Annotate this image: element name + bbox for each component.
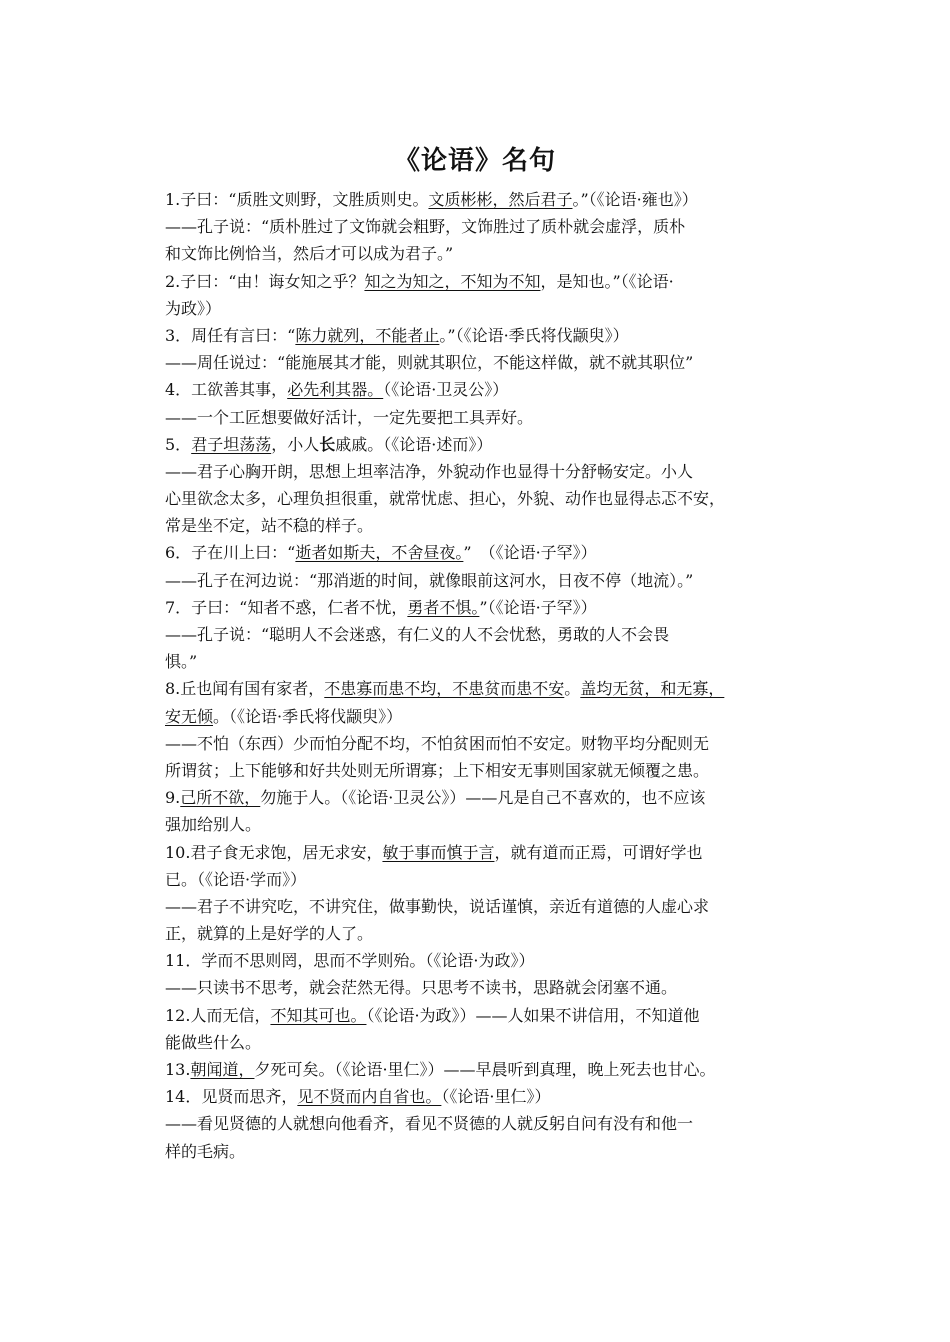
text-segment: 6．子在川上曰：“ — [165, 543, 296, 563]
text-line — [165, 621, 795, 648]
text-segment: ，就有道而正焉，可谓好学也 — [494, 842, 703, 862]
document-body — [165, 186, 795, 1165]
text-line — [165, 920, 795, 947]
underlined-quote: 文质彬彬，然后君子 — [428, 190, 573, 209]
text-segment: 戚戚。（《论语·述而》） — [335, 434, 493, 454]
text-segment: 强加给别人。 — [165, 815, 262, 835]
underlined-quote: 知之为知之，不知为不知 — [364, 271, 541, 291]
text-segment: 3．周任有言曰：“ — [165, 325, 296, 345]
text-segment: 。 — [564, 679, 581, 699]
text-segment: ，是知也。”（《论语· — [540, 271, 674, 291]
text-segment: 7．子曰：“知者不惑，仁者不忧， — [165, 597, 408, 617]
text-segment: 10.君子食无求饱，居无求安， — [165, 842, 383, 862]
text-line — [165, 322, 795, 349]
text-line — [165, 268, 795, 295]
text-segment: 12.人而无信， — [165, 1005, 271, 1025]
text-line — [165, 567, 795, 594]
text-line — [165, 512, 795, 539]
text-line — [165, 703, 795, 730]
underlined-quote: 安无倾 — [165, 706, 214, 726]
text-line — [165, 1002, 795, 1029]
text-segment: ——孔子在河边说：“那消逝的时间，就像眼前这河水，日夜不停（地流）。” — [165, 570, 694, 590]
text-line — [165, 594, 795, 621]
text-segment: 已。（《论语·学而》） — [165, 869, 307, 889]
text-segment: 。”（《论语·雍也》） — [572, 190, 698, 209]
text-line — [165, 213, 795, 240]
text-segment: 1.子曰：“质胜文则野，文胜质则史。 — [165, 190, 429, 209]
underlined-quote: 不患寡而患不均，不患贫而患不安 — [324, 679, 565, 699]
text-line — [165, 539, 795, 566]
text-segment: ” （《论语·子罕》） — [463, 543, 597, 563]
text-line — [165, 376, 795, 403]
text-line — [165, 1029, 795, 1056]
text-segment: ，小人 — [271, 434, 320, 454]
text-segment: ——孔子说：“质朴胜过了文饰就会粗野，文饰胜过了质朴就会虚浮，质朴 — [165, 217, 686, 237]
text-line — [165, 1110, 795, 1137]
text-line — [165, 1056, 795, 1083]
text-segment: 勿施于人。（《论语·卫灵公》）——凡是自己不喜欢的，也不应该 — [260, 788, 706, 808]
text-segment: 5． — [165, 434, 192, 454]
text-segment: 惧。” — [165, 652, 198, 672]
text-segment: 夕死可矣。（《论语·里仁》）——早晨听到真理，晚上死去也甘心。 — [254, 1060, 716, 1079]
underlined-quote: 陈力就列，不能者止 — [295, 325, 440, 345]
text-segment: 11．学而不思则罔，思而不学则殆。（《论语·为政》） — [165, 951, 535, 971]
text-line — [165, 784, 795, 811]
text-line — [165, 974, 795, 1001]
text-segment: 9. — [165, 788, 181, 808]
text-segment: ”（《论语·子罕》） — [479, 597, 597, 617]
underlined-quote: 必先利其器。 — [287, 380, 384, 400]
text-line — [165, 811, 795, 838]
text-line — [165, 431, 795, 458]
text-line — [165, 404, 795, 431]
text-segment: 。（《论语·季氏将伐颛臾》） — [213, 706, 403, 726]
text-segment: （《论语·卫灵公》） — [383, 380, 509, 400]
text-segment: 常是坐不定，站不稳的样子。 — [165, 516, 374, 536]
text-line — [165, 648, 795, 675]
text-segment: ——只读书不思考，就会茫然无得。只思考不读书，思路就会闭塞不通。 — [165, 978, 678, 998]
underlined-quote: 勇者不惧。 — [407, 597, 480, 617]
text-segment: 8.丘也闻有国有家者， — [165, 679, 325, 699]
text-segment: 为政》） — [165, 298, 222, 318]
underlined-quote: 盖均无贫，和无寡， — [580, 679, 725, 699]
text-segment: 2.子曰：“由！诲女知之乎？ — [165, 271, 365, 291]
text-line — [165, 757, 795, 784]
text-segment: 心里欲念太多，心理负担很重，就常忧虑、担心，外貌、动作也显得忐忑不安， — [165, 489, 726, 509]
text-line — [165, 839, 795, 866]
underlined-quote: 见不贤而内自省也。 — [297, 1087, 442, 1107]
text-line — [165, 458, 795, 485]
text-line — [165, 730, 795, 757]
text-segment: 4．工欲善其事， — [165, 380, 288, 400]
underlined-quote: 逝者如斯夫，不舍昼夜。 — [295, 543, 464, 563]
text-segment: ——一个工匠想要做好活计，一定先要把工具弄好。 — [165, 407, 534, 427]
text-segment: 能做些什么。 — [165, 1032, 262, 1052]
text-segment: 和文饰比例恰当，然后才可以成为君子。” — [165, 244, 454, 264]
text-segment: 14．见贤而思齐， — [165, 1087, 298, 1107]
text-segment: ——看见贤德的人就想向他看齐，看见不贤德的人就反躬自问有没有和他一 — [165, 1114, 694, 1134]
text-segment: ——周任说过：“能施展其才能，则就其职位，不能这样做，就不就其职位” — [165, 353, 694, 373]
text-segment: ——孔子说：“聪明人不会迷惑，有仁义的人不会忧愁，勇敢的人不会畏 — [165, 625, 670, 644]
text-segment: 所谓贫；上下能够和好共处则无所谓寡；上下相安无事则国家就无倾覆之患。 — [165, 760, 710, 780]
text-segment: 。”（《论语·季氏将伐颛臾》） — [439, 325, 629, 345]
text-line — [165, 675, 795, 702]
page-title: 《论语》名句 — [393, 146, 556, 176]
underlined-quote: 君子坦荡荡 — [191, 434, 272, 454]
text-segment: ——君子心胸开朗，思想上坦率洁净，外貌动作也显得十分舒畅安定。小人 — [165, 461, 694, 481]
text-line — [165, 947, 795, 974]
text-segment: 正，就算的上是好学的人了。 — [165, 924, 374, 944]
underlined-quote: 不知其可也。 — [270, 1005, 367, 1025]
text-line — [165, 485, 795, 512]
text-line — [165, 866, 795, 893]
text-line — [165, 186, 795, 213]
underlined-quote: 朝闻道， — [190, 1060, 255, 1079]
underlined-quote: 敏于事而慎于言 — [382, 842, 495, 862]
text-segment: ——不怕（东西）少而怕分配不均，不怕贫困而怕不安定。财物平均分配则无 — [165, 733, 710, 753]
text-segment: （《论语·里仁》） — [441, 1087, 551, 1107]
text-line — [165, 1138, 795, 1165]
text-line — [165, 893, 795, 920]
text-line — [165, 349, 795, 376]
text-segment: 样的毛病。 — [165, 1141, 246, 1161]
text-line — [165, 240, 795, 267]
text-segment: ——君子不讲究吃，不讲究住，做事勤快，说话谨慎，亲近有道德的人虚心求 — [165, 896, 710, 916]
text-segment: （《论语·为政》）——人如果不讲信用，不知道他 — [366, 1005, 700, 1025]
underlined-quote: 己所不欲， — [180, 788, 261, 808]
text-segment: 13. — [165, 1060, 191, 1079]
text-line — [165, 295, 795, 322]
text-line — [165, 1083, 795, 1110]
bold-text: 长 — [319, 434, 336, 454]
